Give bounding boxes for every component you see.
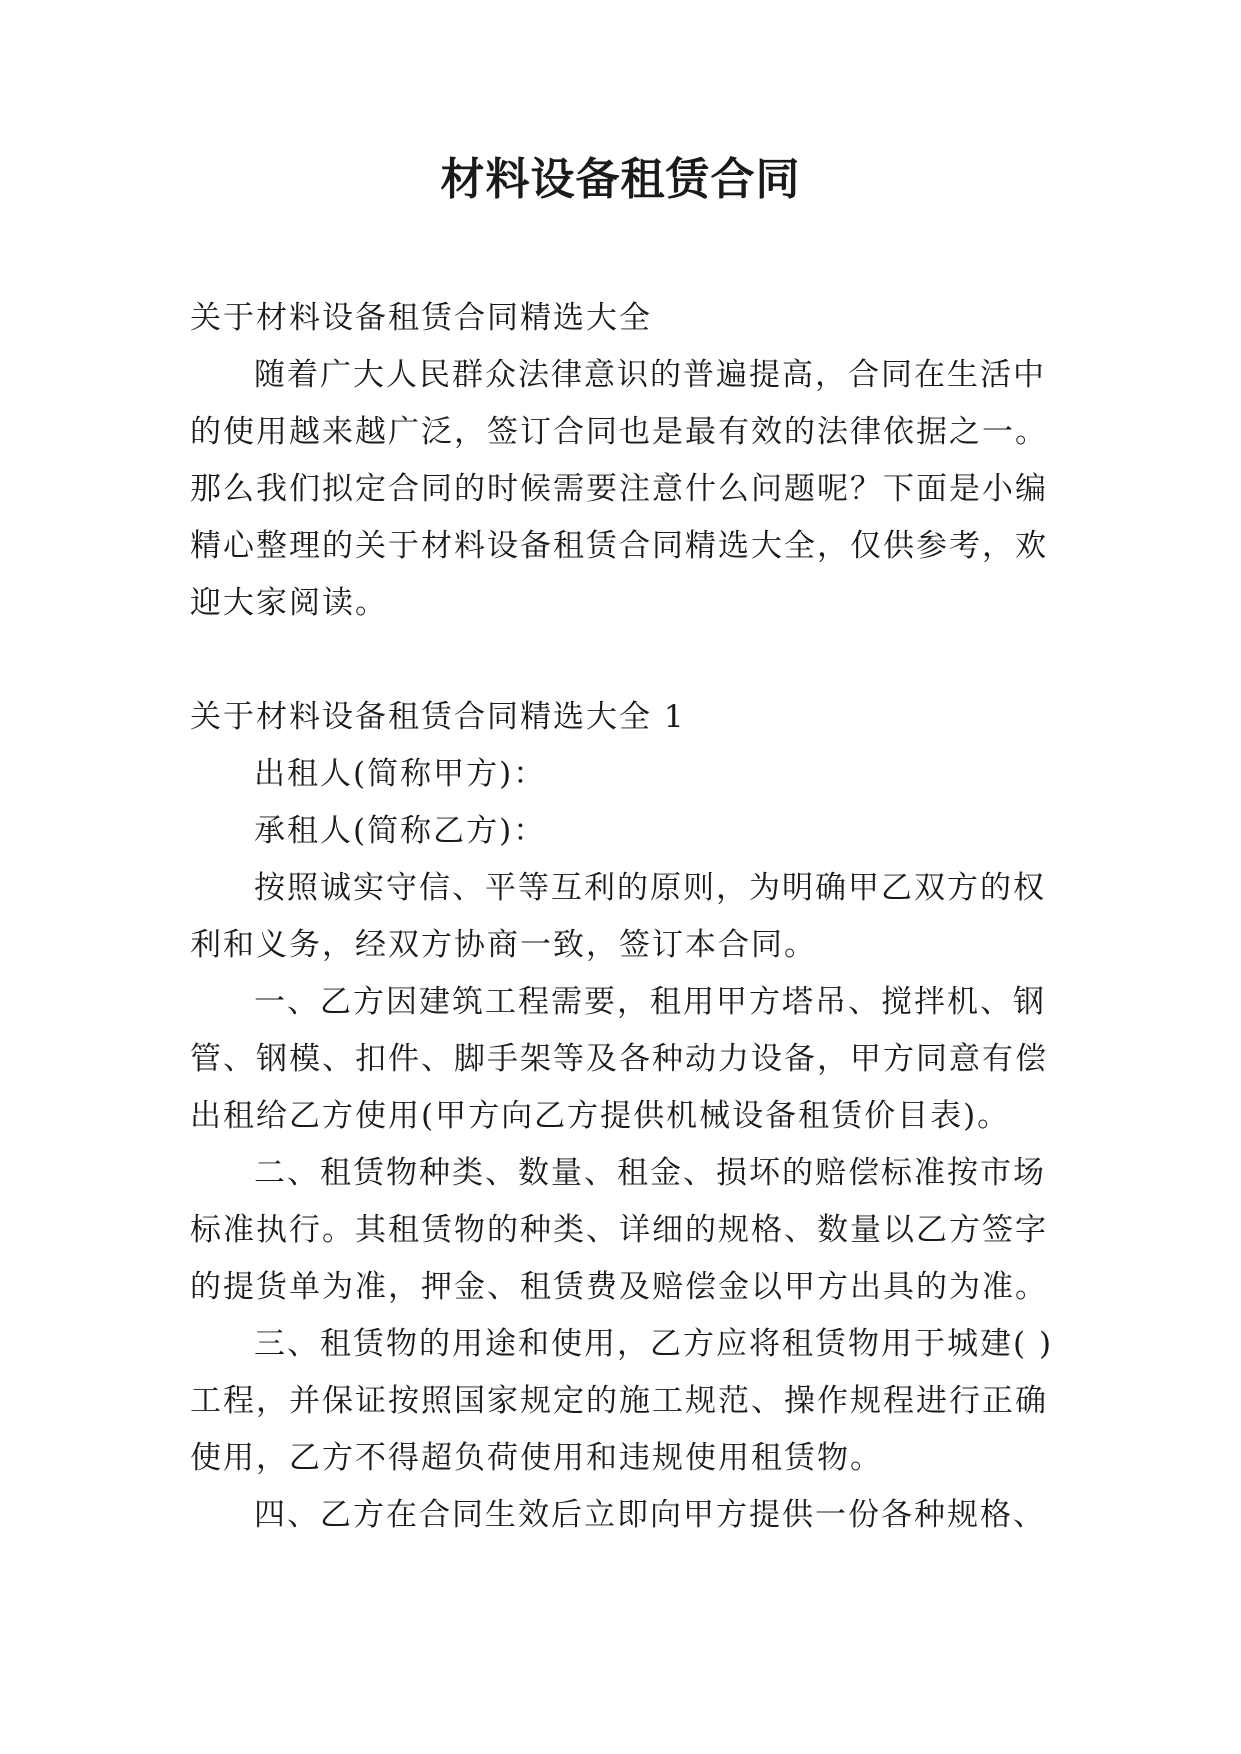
document-body	[190, 290, 1065, 1544]
section-heading: 关于材料设备租赁合同精选大全 1	[190, 699, 686, 735]
clause-2: 二、租赁物种类、数量、租金、损坏的赔偿标准按市场标准执行。其租赁物的种类、详细的规格、数量以乙方签字的提货单为准，押金、租赁费及赔偿金以甲方出具的为准。	[190, 1155, 1048, 1305]
lessor-line: 出租人(简称甲方)：	[254, 756, 547, 792]
lessee-line: 承租人(简称乙方)：	[254, 813, 547, 849]
document-title: 材料设备租赁合同	[440, 154, 801, 205]
preamble-paragraph: 按照诚实守信、平等互利的原则，为明确甲乙双方的权利和义务，经双方协商一致，签订本合同。	[190, 870, 1046, 963]
clause-1: 一、乙方因建筑工程需要，租用甲方塔吊、搅拌机、钢管、钢模、扣件、脚手架等及各种动力设备，甲方同意有偿出租给乙方使用(甲方向乙方提供机械设备租赁价目表)。	[190, 984, 1048, 1134]
clause-3: 三、租赁物的用途和使用，乙方应将租赁物用于城建( )工程，并保证按照国家规定的施工规范、操作规程进行正确使用，乙方不得超负荷使用和违规使用租赁物。	[190, 1326, 1054, 1476]
intro-heading: 关于材料设备租赁合同精选大全	[190, 300, 652, 336]
paragraph-gap	[190, 632, 1065, 689]
clause-4: 四、乙方在合同生效后立即向甲方提供一份各种规格、	[254, 1497, 1046, 1533]
intro-paragraph: 随着广大人民群众法律意识的普遍提高，合同在生活中的使用越来越广泛，签订合同也是最有效的法律依据之一。那么我们拟定合同的时候需要注意什么问题呢？下面是小编精心整理的关于材料设备租赁合同精选大全，仅供参考，欢迎大家阅读。	[190, 357, 1048, 621]
